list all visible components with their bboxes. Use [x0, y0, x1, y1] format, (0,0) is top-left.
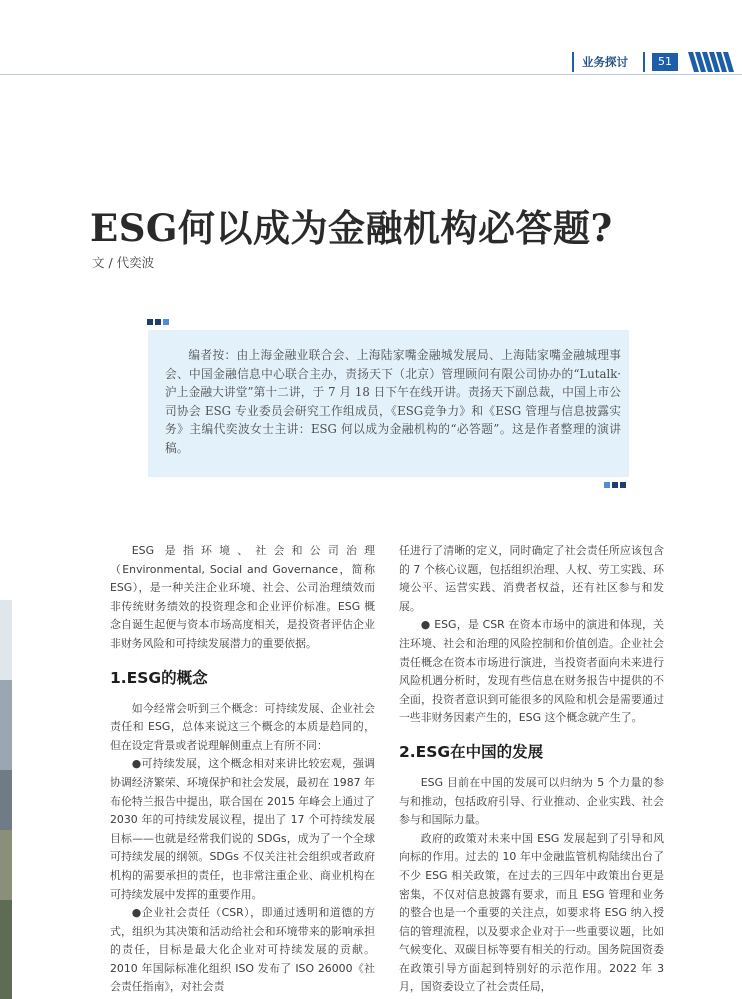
edge-photo-fragment: [0, 600, 12, 999]
section-name: 业务探讨: [582, 55, 628, 69]
header-rule: [0, 74, 742, 75]
header-divider-right: [643, 52, 645, 72]
paragraph: ●企业社会责任（CSR），即通过透明和道德的方式，组织为其决策和活动给社会和环境带来的影响承担的责任，目标是最大化企业对可持续发展的贡献。2010 年国际标准化组织 ISO 发布了 ISO 26000《社会责任指南》，对社会责: [110, 906, 375, 994]
article-byline: 文 / 代奕波: [92, 255, 155, 270]
stripes-decoration-icon: [684, 52, 742, 72]
paragraph: ESG 目前在中国的发展可以归纳为 5 个力量的参与和推动，包括政府引导、行业推动、企业实践、社会参与和国际力量。: [399, 775, 664, 827]
paragraph: 政府的政策对未来中国 ESG 发展起到了引导和风向标的作用。过去的 10 年中金融监管机构陆续出台了不少 ESG 相关政策，在过去的三四年中政策出台更是密集，不仅对信息披露有要求，而且 ESG 管理和业务的整合也是一个重要的关注点，如要求将 ESG 纳入授信的管理流程，以及要求企业对于一些重要议题，比如气候变化、双碳目标等要有相关的行动。国务院国资委在政策引导方面起到特别好的示范作用。2022 年 3 月，国资委设立了社会责任局，: [399, 831, 664, 994]
right-column: [399, 542, 664, 997]
intro-paragraph: ESG 是指环境、社会和公司治理（Environmental, Social and Governance，简称 ESG），是一种关注企业环境、社会、公司治理绩效而非传统财务绩效的投资理念和企业评价标准。ESG 概念自诞生起便与资本市场高度相关，是投资者评估企业非财务风险和可持续发展潜力的重要依据。: [110, 544, 375, 650]
section-heading-1: 1.ESG的概念: [110, 668, 208, 687]
page-number: 51: [652, 53, 678, 71]
left-column: [110, 542, 375, 997]
section-heading-2: 2.ESG在中国的发展: [399, 742, 544, 761]
header-divider-left: [572, 52, 574, 72]
paragraph: 如今经常会听到三个概念：可持续发展、企业社会责任和 ESG，总体来说这三个概念的本质是趋同的，但在设定背景或者说理解侧重点上有所不同：: [110, 701, 375, 752]
article-title: ESG何以成为金融机构必答题?: [90, 206, 613, 250]
paragraph: 任进行了清晰的定义，同时确定了社会责任所应该包含的 7 个核心议题，包括组织治理、人权、劳工实践、环境公平、运营实践、消费者权益，还有社区参与和发展。: [399, 544, 664, 613]
paragraph: ●可持续发展，这个概念相对来讲比较宏观，强调协调经济繁荣、环境保护和社会发展，最初在 1987 年布伦特兰报告中提出，联合国在 2015 年峰会上通过了 2030 年的可持续发展议程，提出了 17 个可持续发展目标——也就是经常我们说的 SDGs，成为了一个全球可持续发展的纲领。SDGs 不仅关注社会组织或者政府机构的需要承担的责任，也非常注重企业、商业机构在可持续发展中发挥的重要作用。: [110, 757, 375, 901]
paragraph: ● ESG，是 CSR 在资本市场中的演进和体现，关注环境、社会和治理的风险控制和价值创造。企业社会责任概念在资本市场进行演进，当投资者面向未来进行风险机遇分析时，发现有些信息在财务报告中提供的不全面，投资者意识到可能很多的风险和机会是需要通过一些非财务因素产生的，ESG 这个概念就产生了。: [399, 618, 664, 725]
editor-note: 编者按：由上海金融业联合会、上海陆家嘴金融城发展局、上海陆家嘴金融城理事会、中国金融信息中心联合主办，责扬天下（北京）管理顾问有限公司协办的“Lutalk·沪上金融大讲堂”第十二讲，于 7 月 18 日下午在线开讲。责扬天下副总裁，中国上市公司协会 ESG 专业委员会研究工作组成员，《ESG竞争力》和《ESG 管理与信息披露实务》主编代奕波女士主讲：ESG 何以成为金融机构的“必答题”。这是作者整理的演讲稿。: [165, 348, 621, 455]
